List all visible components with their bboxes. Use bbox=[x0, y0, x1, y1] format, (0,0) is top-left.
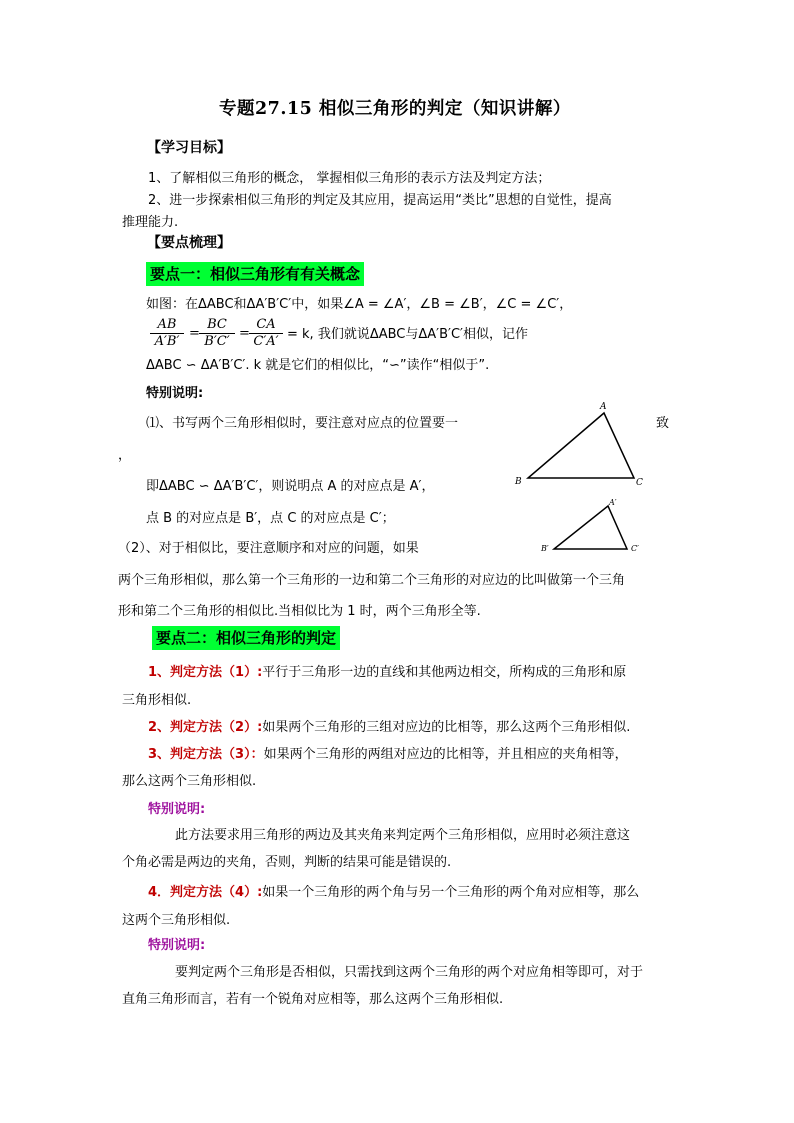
vertex-label-c-prime: C′ bbox=[631, 544, 639, 553]
goal-item-2-line1: 2、进一步探索相似三角形的判定及其应用，提高运用“类比”思想的自觉性，提高 bbox=[148, 193, 612, 208]
goal-item-1: 1、了解相似三角形的概念， 掌握相似三角形的表示方法及判定方法； bbox=[148, 171, 551, 186]
note1-line3: 点 B 的对应点是 B′，点 C 的对应点是 C′； bbox=[146, 511, 395, 526]
vertex-label-a: A bbox=[600, 402, 607, 412]
fraction-ca-den: C′A′ bbox=[253, 334, 279, 349]
method2-text: 如果两个三角形的三组对应边的比相等，那么这两个三角形相似. bbox=[262, 720, 631, 735]
vertex-label-a-prime: A′ bbox=[609, 498, 617, 507]
note3-line1: 此方法要求用三角形的两边及其夹角来判定两个三角形相似，应用时必须注意这 bbox=[175, 828, 631, 843]
method4-label: 4．判定方法（4）: bbox=[148, 885, 263, 900]
note2-line1: （2）、对于相似比，要注意顺序和对应的问题，如果 bbox=[118, 541, 419, 556]
method4 bbox=[148, 884, 639, 902]
point1-line3: ΔABC ∽ ΔA′B′C′. k 就是它们的相似比，“∽”读作“相似于”. bbox=[146, 358, 490, 373]
point1-line1: 如图：在ΔABC和ΔA′B′C′中，如果∠A = ∠A′，∠B = ∠B′，∠C = ∠C′， bbox=[146, 297, 573, 312]
fraction-ab bbox=[150, 317, 184, 350]
fraction-ca-num: CA bbox=[249, 317, 283, 334]
point1-heading: 要点一：相似三角形有有关概念 bbox=[146, 262, 364, 286]
page-title: 专题27.15 相似三角形的判定（知识讲解） bbox=[219, 99, 571, 119]
note2-line3: 形和第二个三角形的相似比.当相似比为 1 时，两个三角形全等. bbox=[118, 604, 481, 619]
note1-line2: 即ΔABC ∽ ΔA′B′C′，则说明点 A 的对应点是 A′， bbox=[146, 479, 435, 494]
triangle-abc-prime bbox=[554, 506, 627, 549]
fraction-bc-num: BC bbox=[199, 317, 235, 334]
vertex-label-b: B bbox=[515, 477, 522, 487]
fraction-ca bbox=[249, 317, 283, 350]
goal-item-2-line2: 推理能力. bbox=[122, 215, 179, 230]
goals-heading: 【学习目标】 bbox=[147, 140, 231, 156]
fraction-ab-num: AB bbox=[150, 317, 184, 334]
equals-sign-2: = bbox=[239, 326, 250, 341]
method1-text: 平行于三角形一边的直线和其他两边相交，所构成的三角形和原 bbox=[262, 665, 627, 680]
method4-text: 如果一个三角形的两个角与另一个三角形的两个角对应相等，那么 bbox=[262, 885, 640, 900]
method3-line2: 那么这两个三角形相似. bbox=[122, 774, 257, 789]
fraction-bc bbox=[199, 317, 235, 350]
point2-note-label-2: 特别说明: bbox=[148, 938, 206, 953]
method4-line2: 这两个三角形相似. bbox=[122, 913, 231, 928]
note4-line1: 要判定两个三角形是否相似，只需找到这两个三角形的两个对应角相等即可，对于 bbox=[175, 965, 644, 980]
method3 bbox=[148, 746, 628, 764]
method1 bbox=[148, 664, 626, 682]
vertex-label-b-prime: B′ bbox=[541, 544, 549, 553]
point2-note-label: 特别说明: bbox=[148, 802, 206, 817]
note3-line2: 个角必需是两边的夹角，否则，判断的结果可能是错误的. bbox=[122, 855, 452, 870]
note1-end: 致 bbox=[656, 416, 670, 431]
fraction-bc-den: B′C′ bbox=[204, 334, 230, 349]
point1-note-label: 特别说明: bbox=[146, 386, 204, 401]
triangle-abc bbox=[528, 413, 634, 478]
summary-heading: 【要点梳理】 bbox=[147, 235, 231, 251]
method2 bbox=[148, 719, 630, 737]
note1-start: ⑴、书写两个三角形相似时，要注意对应点的位置要一 bbox=[146, 416, 459, 431]
note1-comma: ， bbox=[118, 448, 132, 463]
method3-label: 3、判定方法（3）： bbox=[148, 747, 264, 762]
vertex-label-c: C bbox=[636, 478, 643, 488]
method3-text: 如果两个三角形的两组对应边的比相等，并且相应的夹角相等， bbox=[263, 747, 628, 762]
fraction-tail: = k, 我们就说ΔABC与ΔA′B′C′相似，记作 bbox=[287, 327, 529, 342]
equals-sign-1: = bbox=[189, 326, 200, 341]
note2-line2: 两个三角形相似，那么第一个三角形的一边和第二个三角形的对应边的比叫做第一个三角 bbox=[118, 573, 626, 588]
note4-line2: 直角三角形而言，若有一个锐角对应相等，那么这两个三角形相似. bbox=[122, 992, 504, 1007]
point2-heading: 要点二：相似三角形的判定 bbox=[152, 626, 340, 650]
fraction-ab-den: A′B′ bbox=[154, 334, 180, 349]
method2-label: 2、判定方法（2）: bbox=[148, 720, 263, 735]
method1-label: 1、判定方法（1）: bbox=[148, 665, 263, 680]
method1-line2: 三角形相似. bbox=[122, 693, 192, 708]
